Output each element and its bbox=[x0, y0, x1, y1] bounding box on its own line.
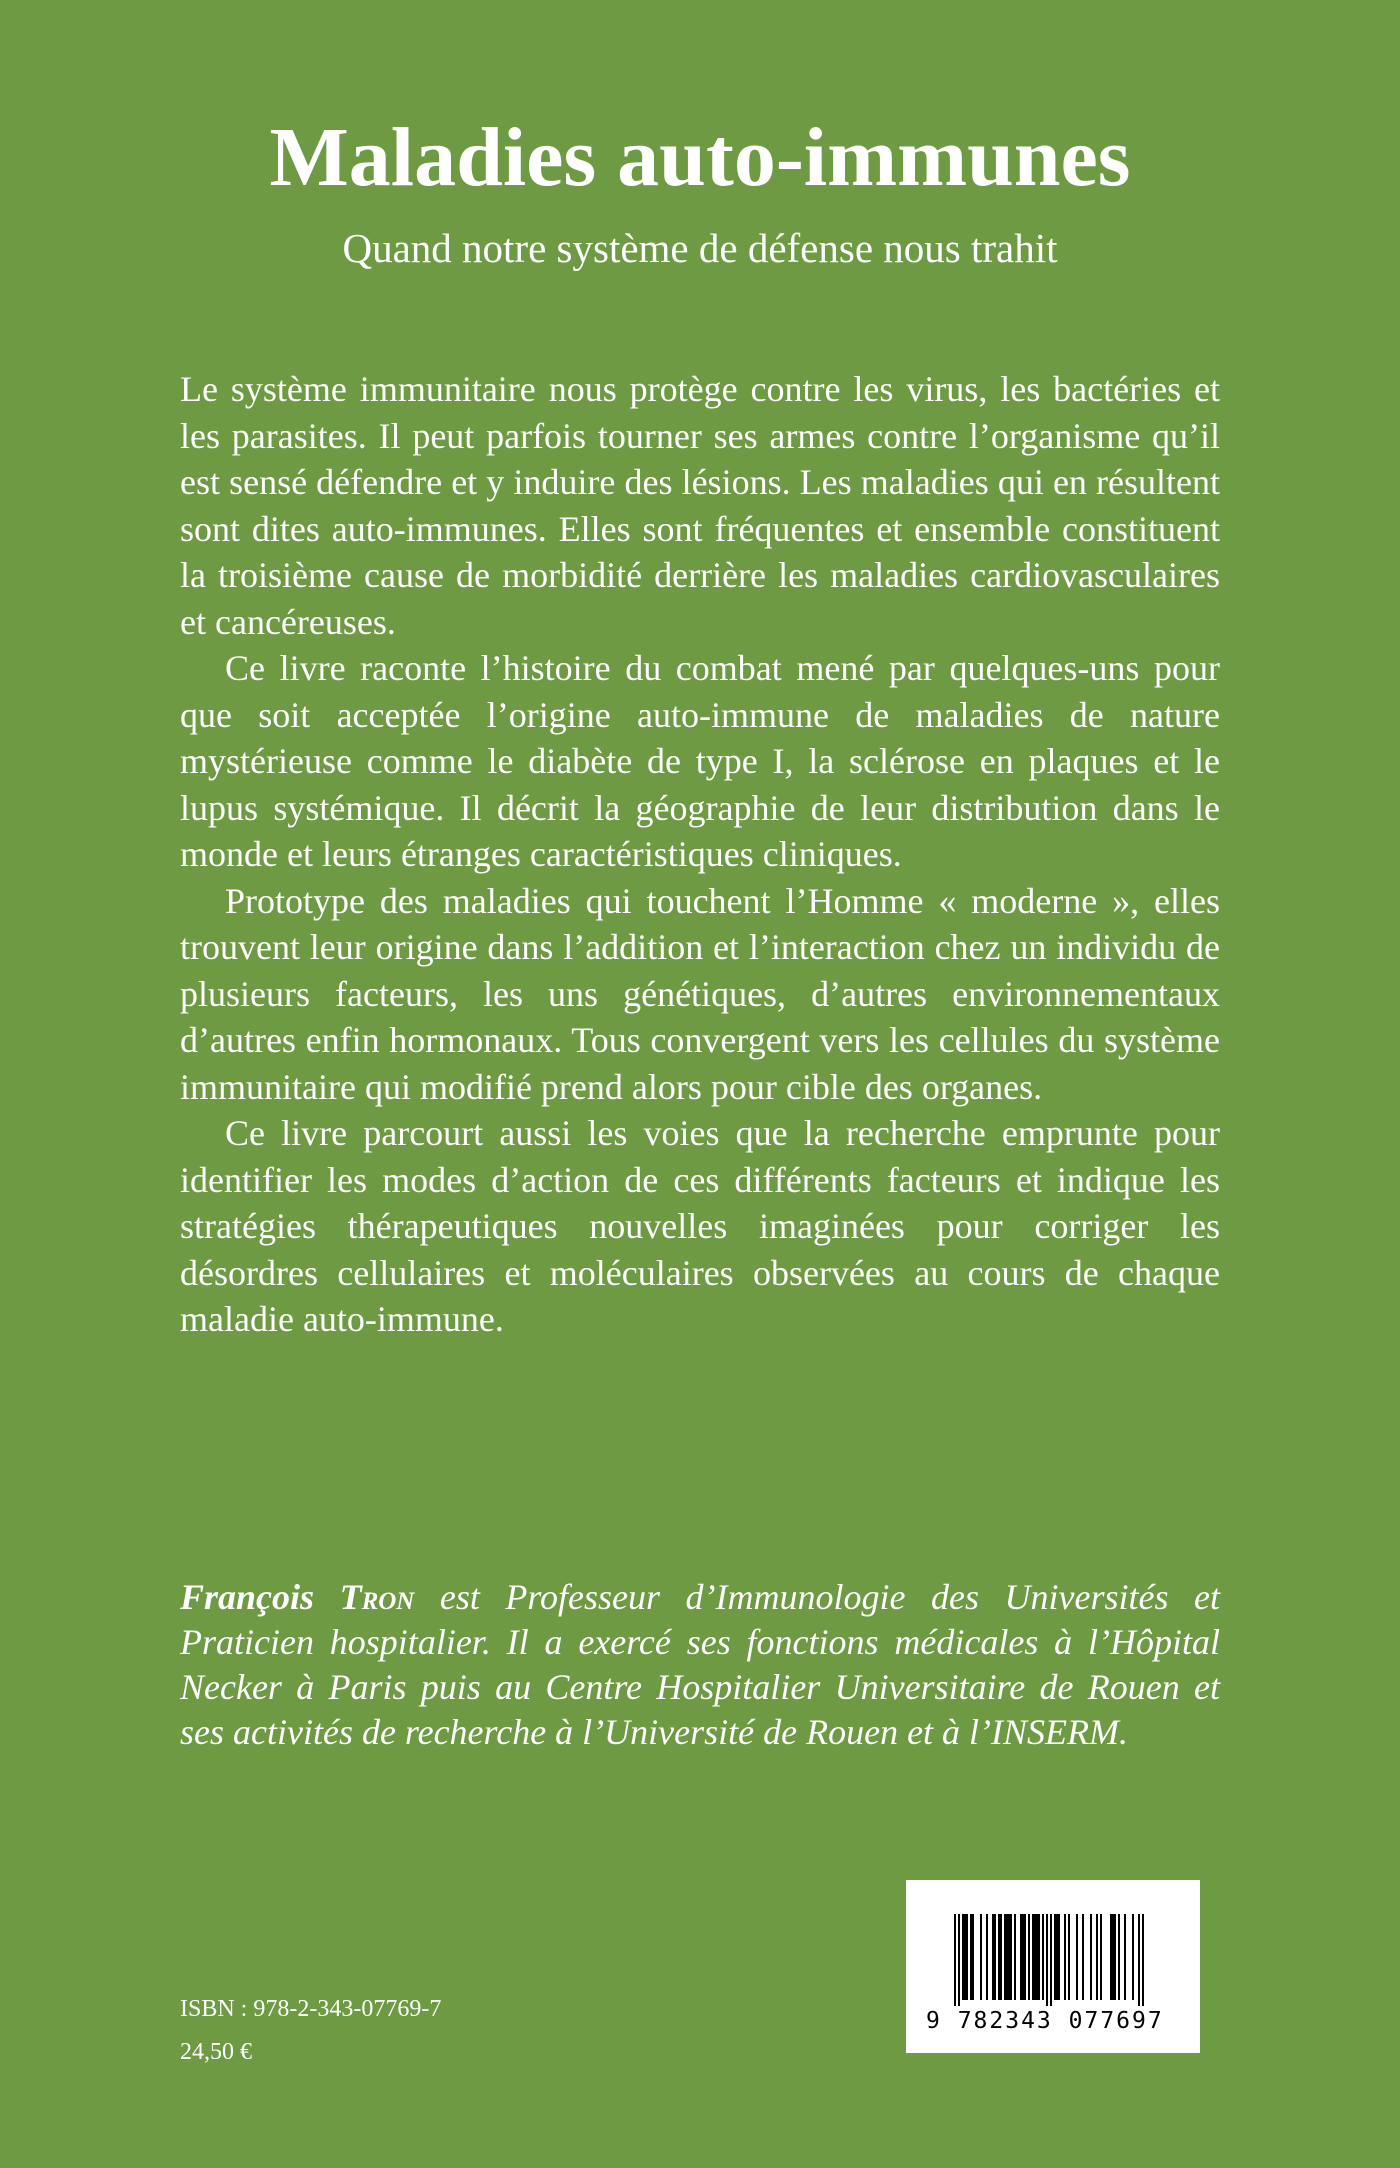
barcode-bar bbox=[1142, 1914, 1144, 2006]
barcode-bar bbox=[1036, 1914, 1038, 2000]
barcode-bar bbox=[1112, 1914, 1114, 2000]
barcode-bar bbox=[958, 1914, 960, 2006]
barcode-bar bbox=[1000, 1914, 1002, 2000]
author-bio-text: est Professeur d’Immunologie des Universités et Praticien hospitalier. Il a exercé ses fonctions médicales à l’Hôpital Necker à Paris puis au Centre Hospitalier Universitaire de Rouen et ses activités de recherche à l’Université de Rouen et à l’INSERM. bbox=[180, 1577, 1221, 1752]
blurb-paragraph: Prototype des maladies qui touchent l’Homme « moderne », elles trouvent leur origine dans l’addition et l’interaction chez un individu de plusieurs facteurs, les uns génétiques, d’autres environnementaux d’autres enfin hormonaux. Tous convergent vers les cellules du système immunitaire qui modifié prend alors pour cible des organes. bbox=[180, 880, 1220, 1107]
barcode-bar bbox=[1006, 1914, 1008, 2000]
barcode-bar bbox=[1046, 1914, 1048, 2006]
book-title: Maladies auto-immunes bbox=[269, 111, 1131, 204]
barcode-bar bbox=[994, 1914, 996, 2000]
barcode-bar bbox=[1100, 1914, 1102, 2000]
blurb-paragraph: Ce livre parcourt aussi les voies que la recherche emprunte pour identifier les modes d’action de ces différents facteurs et indique les stratégies thérapeutiques nouvelles imaginées pour corriger les désordres cellulaires et moléculaires observées au cours de chaque maladie auto-immune. bbox=[180, 1113, 1220, 1339]
author-first-name: François bbox=[180, 1577, 315, 1617]
blurb-paragraph: Le système immunitaire nous protège contre les virus, les bactéries et les parasites. Il peut parfois tourner ses armes contre l’organisme qu’il est sensé défendre et y induire des lésions. Les maladies qui en résultent sont dites auto-immunes. Elles sont fréquentes et ensemble constituent la troisième cause de morbidité derrière les maladies cardiovasculaires et cancéreuses. bbox=[180, 369, 1220, 642]
barcode-bar bbox=[1032, 1914, 1034, 2000]
barcode-bar bbox=[980, 1914, 982, 2000]
barcode-bar bbox=[1050, 1914, 1052, 2006]
barcode-bar bbox=[1076, 1914, 1078, 2000]
barcode-bar bbox=[1068, 1914, 1070, 2000]
author-name bbox=[180, 1577, 414, 1617]
barcode-bar bbox=[964, 1914, 966, 2000]
price-label: 24,50 € bbox=[180, 2039, 252, 2065]
barcode-bar bbox=[1004, 1914, 1006, 2000]
barcode-bar bbox=[1056, 1914, 1058, 2000]
barcode-bar bbox=[1096, 1914, 1098, 2000]
barcode-bar bbox=[1132, 1914, 1134, 2000]
barcode-bar bbox=[1014, 1914, 1016, 2000]
barcode-bar bbox=[1042, 1914, 1044, 2000]
barcode-bar bbox=[966, 1914, 968, 2000]
isbn-label: ISBN : 978-2-343-07769-7 bbox=[180, 1996, 442, 2022]
barcode-bar bbox=[1038, 1914, 1040, 2000]
barcode-bar bbox=[1114, 1914, 1116, 2000]
barcode-bar bbox=[970, 1914, 972, 2000]
barcode-bar bbox=[1082, 1914, 1084, 2000]
barcode-bar bbox=[1022, 1914, 1024, 2000]
back-cover-blurb bbox=[180, 366, 1220, 1343]
barcode-bar bbox=[1024, 1914, 1026, 2000]
barcode-bar bbox=[1010, 1914, 1012, 2000]
barcode-bar bbox=[972, 1914, 974, 2000]
barcode-bar bbox=[1090, 1914, 1092, 2000]
barcode-bar bbox=[1058, 1914, 1060, 2000]
book-subtitle: Quand notre système de défense nous trahit bbox=[342, 225, 1058, 271]
author-last-name: Tron bbox=[339, 1577, 415, 1617]
barcode-bar bbox=[1124, 1914, 1126, 2000]
barcode-bar bbox=[1118, 1914, 1120, 2000]
barcode-digits: 9 782343 077697 bbox=[926, 2008, 1164, 2034]
barcode-bar bbox=[1138, 1914, 1140, 2006]
barcode-bar bbox=[1008, 1914, 1010, 2000]
barcode-bar bbox=[986, 1914, 988, 2000]
barcode-bar bbox=[1020, 1914, 1022, 2000]
barcode-bar bbox=[998, 1914, 1000, 2000]
barcode-bar bbox=[954, 1914, 956, 2006]
barcode-bar bbox=[1054, 1914, 1056, 2000]
barcode-bar bbox=[992, 1914, 994, 2000]
barcode-bar bbox=[1110, 1914, 1112, 2000]
blurb-paragraph: Ce livre raconte l’histoire du combat mené par quelques-uns pour que soit acceptée l’origine auto-immune de maladies de nature mystérieuse comme le diabète de type I, la sclérose en plaques et le lupus systémique. Il décrit la géographie de leur distribution dans le monde et leurs étranges caractéristiques cliniques. bbox=[180, 648, 1220, 874]
barcode-bar bbox=[1064, 1914, 1066, 2000]
barcode-bars bbox=[954, 1914, 1154, 2006]
barcode-bar bbox=[962, 1914, 964, 2000]
barcode-bar bbox=[1028, 1914, 1030, 2000]
author-bio bbox=[180, 1575, 1220, 1755]
barcode-bar bbox=[1034, 1914, 1036, 2000]
barcode bbox=[906, 1880, 1200, 2053]
